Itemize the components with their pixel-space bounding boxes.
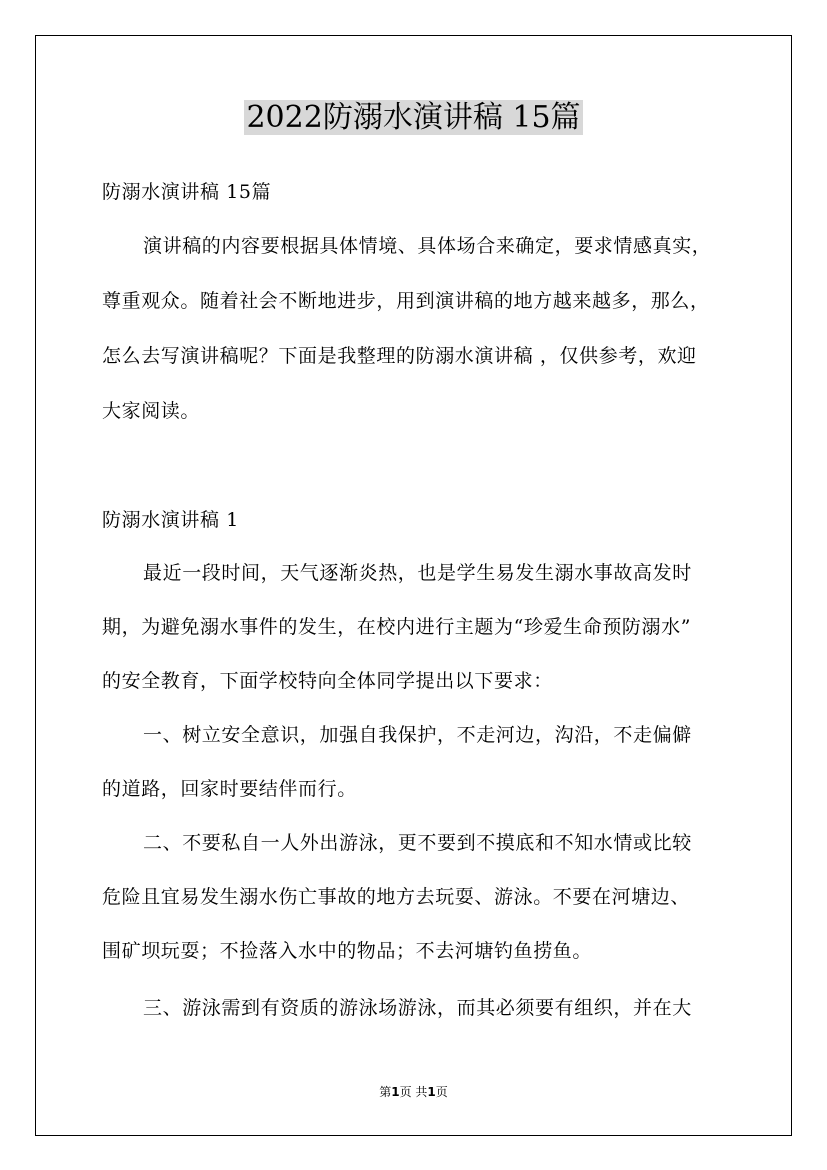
section-line: 期，为避免溺水事件的发生，在校内进行主题为“珍爱生命预防溺水” [102,616,692,638]
footer-page-current: 1 [391,1085,400,1099]
footer-page-total: 1 [427,1085,436,1099]
section-line: 三、游泳需到有资质的游泳场游泳，而其必须要有组织，并在大 [143,997,692,1019]
intro-line: 大家阅读。 [102,400,201,422]
section-line: 的道路，回家时要结伴而行。 [102,778,357,800]
page-footer [0,1084,827,1100]
section-line: 一、树立安全意识，加强自我保护，不走河边，沟沿，不走偏僻 [143,724,692,746]
section-line: 围矿坝玩耍；不捡落入水中的物品；不去河塘钓鱼捞鱼。 [102,940,593,962]
footer-mid: 页 共 [399,1085,428,1099]
section-heading: 防溺水演讲稿 1 [102,509,239,531]
footer-suffix: 页 [435,1085,448,1099]
document-subtitle: 防溺水演讲稿 15篇 [102,181,272,203]
section-line: 危险且宜易发生溺水伤亡事故的地方去玩耍、游泳。不要在河塘边、 [102,886,691,908]
section-line: 最近一段时间，天气逐渐炎热，也是学生易发生溺水事故高发时 [143,562,692,584]
intro-line: 尊重观众。随着社会不断地进步，用到演讲稿的地方越来越多，那么， [102,290,710,312]
section-line: 二、不要私自一人外出游泳，更不要到不摸底和不知水情或比较 [143,832,692,854]
footer-prefix: 第 [379,1085,392,1099]
document-title-text: 2022防溺水演讲稿 15篇 [246,100,581,135]
intro-line: 怎么去写演讲稿呢？下面是我整理的防溺水演讲稿 ，仅供参考，欢迎 [102,345,697,367]
intro-line: 演讲稿的内容要根据具体情境、具体场合来确定，要求情感真实， [143,235,712,257]
document-title [0,96,827,140]
section-line: 的安全教育，下面学校特向全体同学提出以下要求： [102,670,553,692]
